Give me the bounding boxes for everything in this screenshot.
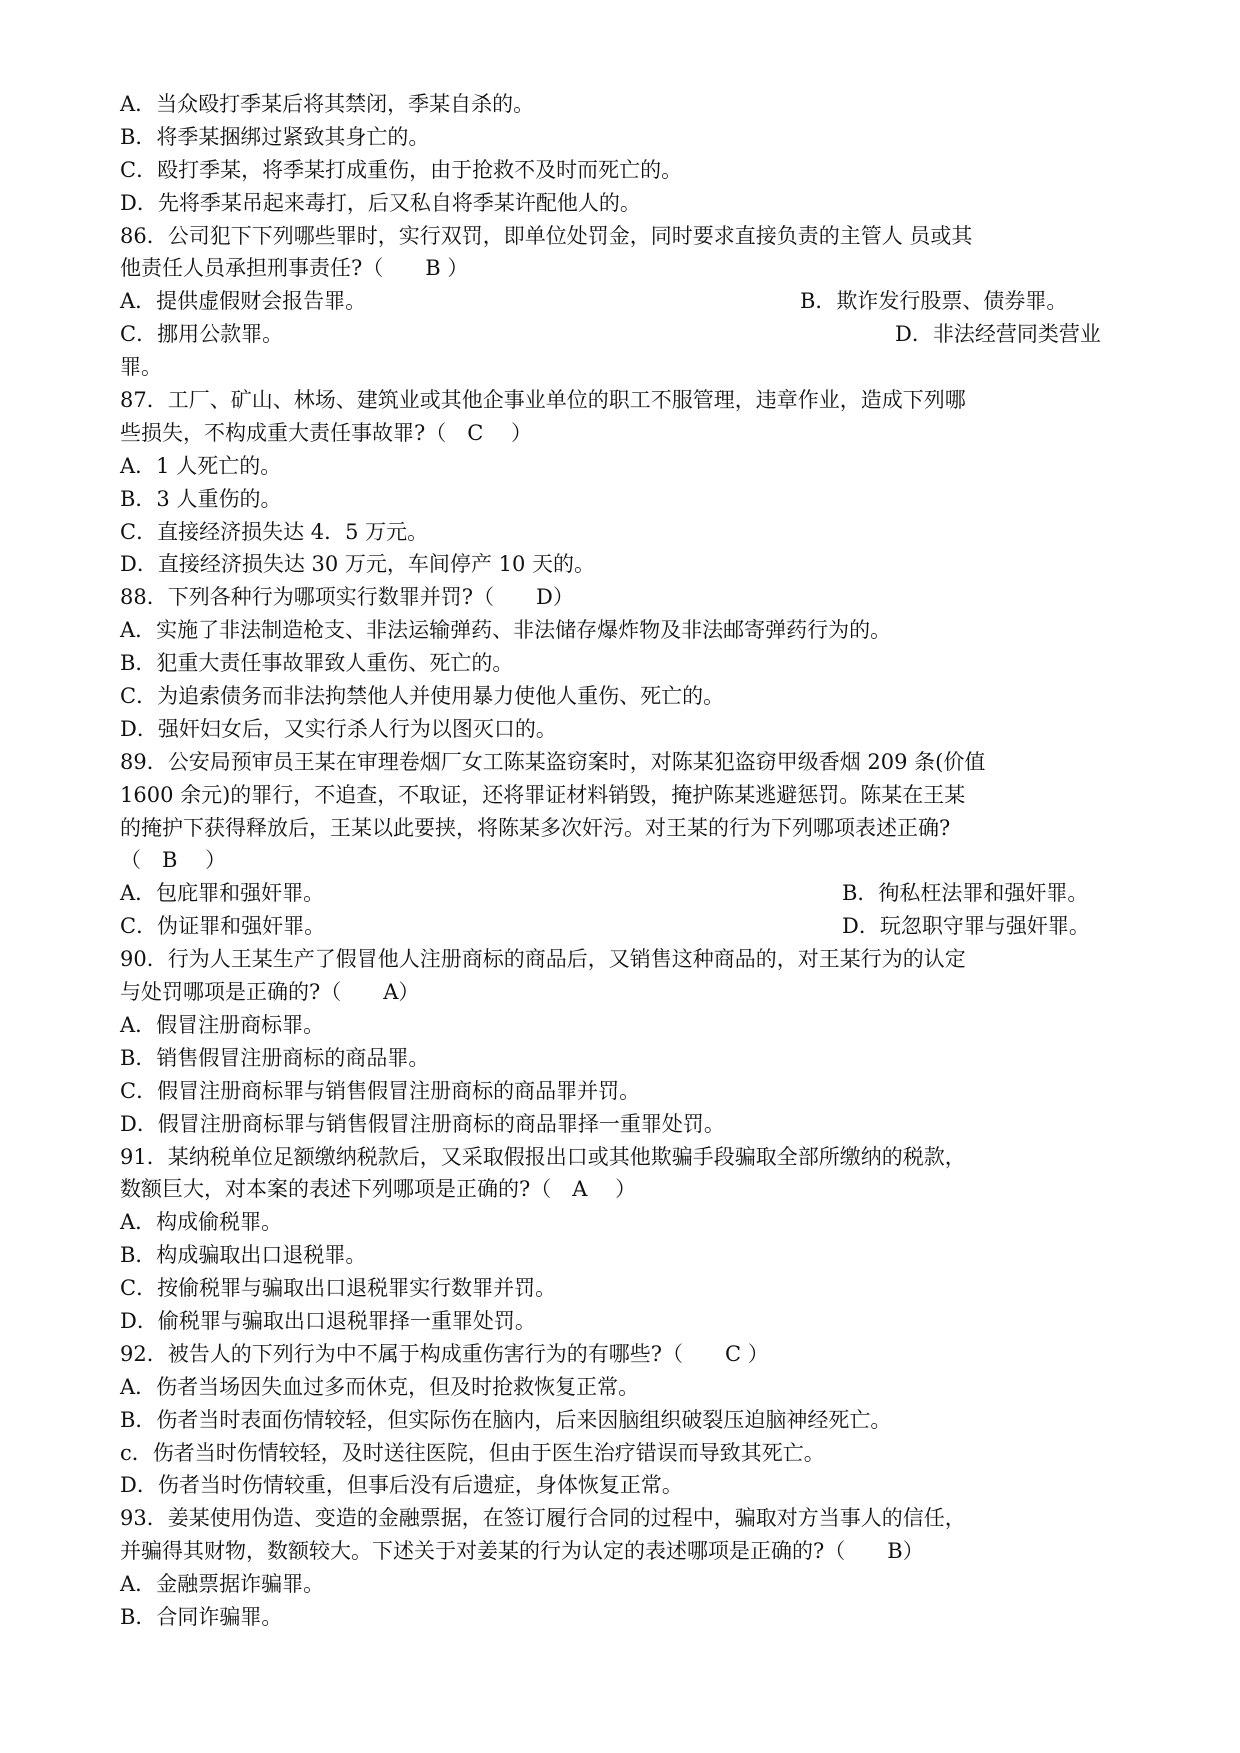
option-line: A．实施了非法制造枪支、非法运输弹药、非法储存爆炸物及非法邮寄弹药行为的。 — [120, 618, 892, 643]
options-row — [120, 318, 1130, 351]
option-line: A．假冒注册商标罪。 — [120, 1012, 325, 1037]
option-line: A．金融票据诈骗罪。 — [120, 1572, 325, 1597]
option-b: B．徇私枉法罪和强奸罪。 — [842, 881, 1089, 906]
question-89-cont: 1600 余元)的罪行，不追查，不取证，还将罪证材料销毁，掩护陈某逃避惩罚。陈某在王某 — [120, 782, 966, 807]
question-91-cont: 数额巨大，对本案的表述下列哪项是正确的?（ A ） — [120, 1177, 637, 1202]
option-a: A．提供虚假财会报告罪。 — [120, 289, 367, 314]
option-a: A．包庇罪和强奸罪。 — [120, 881, 325, 906]
options-row — [120, 285, 1130, 318]
option-line: c．伤者当时伤情较轻，及时送往医院，但由于医生治疗错误而导致其死亡。 — [120, 1440, 825, 1465]
question-90: 90．行为人王某生产了假冒他人注册商标的商品后，又销售这种商品的，对王某行为的认定 — [120, 947, 966, 972]
option-line: B．合同诈骗罪。 — [120, 1604, 283, 1629]
option-c: C．伪证罪和强奸罪。 — [120, 914, 326, 939]
option-line: B．3 人重伤的。 — [120, 486, 282, 511]
question-86-cont: 他责任人员承担刑事责任?（ B ） — [120, 256, 469, 281]
option-line: C．为追索债务而非法拘禁他人并使用暴力使他人重伤、死亡的。 — [120, 684, 725, 709]
option-line: A．构成偷税罪。 — [120, 1210, 283, 1235]
option-line: A．1 人死亡的。 — [120, 453, 282, 478]
options-row — [120, 910, 1130, 943]
question-93: 93．姜某使用伪造、变造的金融票据，在签订履行合同的过程中，骗取对方当事人的信任， — [120, 1506, 966, 1531]
option-line: C．殴打季某，将季某打成重伤，由于抢救不及时而死亡的。 — [120, 157, 683, 182]
option-line: D．偷税罪与骗取出口退税罪择一重罪处罚。 — [120, 1308, 536, 1333]
options-row — [120, 877, 1130, 910]
question-90-cont: 与处罚哪项是正确的?（ A） — [120, 980, 420, 1005]
option-line: D．先将季某吊起来毒打，后又私自将季某许配他人的。 — [120, 190, 641, 215]
option-line: B．犯重大责任事故罪致人重伤、死亡的。 — [120, 651, 514, 676]
option-b: B．欺诈发行股票、债券罪。 — [800, 289, 1068, 314]
option-line: A．伤者当场因失血过多而休克，但及时抢救恢复正常。 — [120, 1374, 640, 1399]
option-line: C．假冒注册商标罪与销售假冒注册商标的商品罪并罚。 — [120, 1078, 641, 1103]
option-d: D．玩忽职守罪与强奸罪。 — [842, 914, 1090, 939]
option-line: B．销售假冒注册商标的商品罪。 — [120, 1045, 430, 1070]
question-87: 87．工厂、矿山、林场、建筑业或其他企事业单位的职工不服管理，违章作业，造成下列哪 — [120, 388, 966, 413]
document-page — [120, 88, 1130, 1634]
option-line: D．假冒注册商标罪与销售假冒注册商标的商品罪择一重罪处罚。 — [120, 1111, 725, 1136]
option-line: D．强奸妇女后，又实行杀人行为以图灭口的。 — [120, 716, 557, 741]
question-88: 88．下列各种行为哪项实行数罪并罚?（ D） — [120, 585, 574, 610]
question-87-cont: 些损失，不构成重大责任事故罪?（ C ） — [120, 420, 533, 445]
option-line: D．直接经济损失达 30 万元，车间停产 10 天的。 — [120, 552, 595, 577]
option-line: B．构成骗取出口退税罪。 — [120, 1243, 367, 1268]
option-line: B．将季某捆绑过紧致其身亡的。 — [120, 124, 430, 149]
option-d: D．非法经营同类营业 — [895, 322, 1101, 347]
option-line: C．直接经济损失达 4．5 万元。 — [120, 519, 429, 544]
question-91: 91．某纳税单位足额缴纳税款后，又采取假报出口或其他欺骗手段骗取全部所缴纳的税款， — [120, 1144, 966, 1169]
question-89-answer: （ B ） — [120, 848, 227, 873]
option-line: B．伤者当时表面伤情较轻，但实际伤在脑内，后来因脑组织破裂压迫脑神经死亡。 — [120, 1407, 892, 1432]
option-c: C．挪用公款罪。 — [120, 322, 284, 347]
question-92: 92．被告人的下列行为中不属于构成重伤害行为的有哪些?（ C ） — [120, 1341, 769, 1366]
question-93-cont: 并骗得其财物，数额较大。下述关于对姜某的行为认定的表述哪项是正确的?（ B） — [120, 1539, 924, 1564]
question-89: 89．公安局预审员王某在审理卷烟厂女工陈某盗窃案时，对陈某犯盗窃甲级香烟 209 条(价值 — [120, 749, 986, 774]
option-line: C．按偷税罪与骗取出口退税罪实行数罪并罚。 — [120, 1276, 557, 1301]
option-line: 罪。 — [120, 355, 162, 380]
question-86: 86．公司犯下下列哪些罪时，实行双罚，即单位处罚金，同时要求直接负责的主管人 员或其 — [120, 223, 973, 248]
option-line: D．伤者当时伤情较重，但事后没有后遗症，身体恢复正常。 — [120, 1473, 683, 1498]
question-89-cont: 的掩护下获得释放后，王某以此要挟，将陈某多次奸污。对王某的行为下列哪项表述正确? — [120, 815, 951, 840]
option-line: A．当众殴打季某后将其禁闭，季某自杀的。 — [120, 92, 535, 116]
